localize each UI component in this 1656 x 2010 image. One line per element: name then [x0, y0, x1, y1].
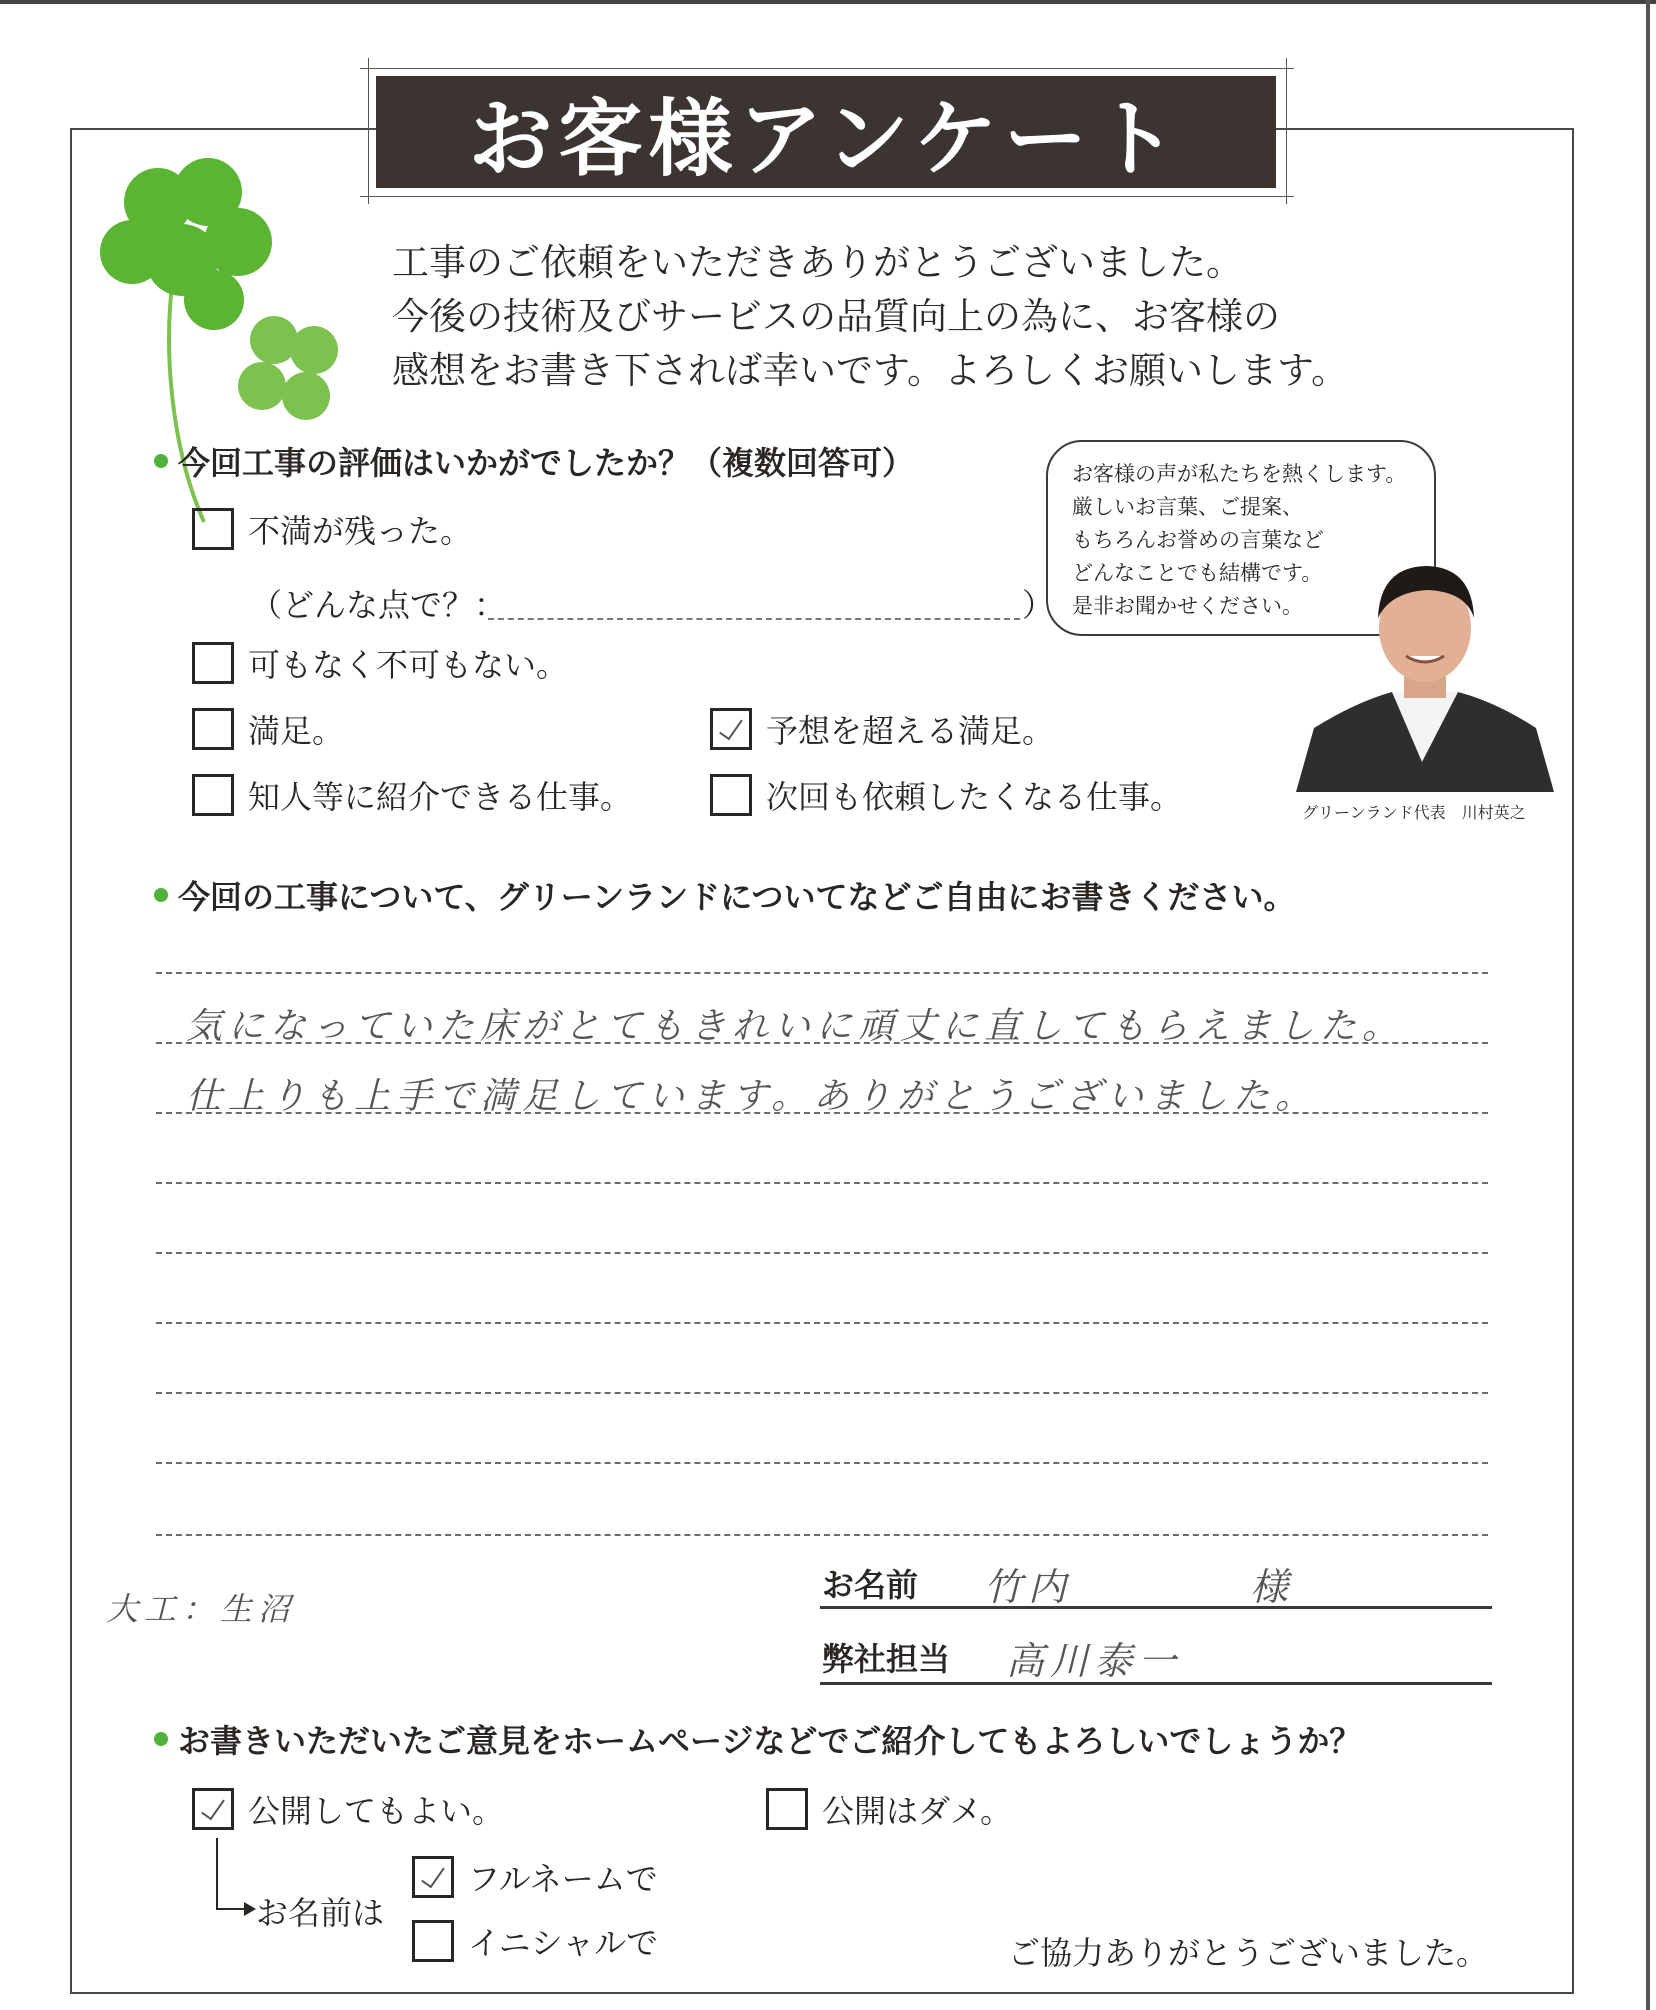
option-label: 公開してもよい。 [248, 1792, 505, 1830]
detail-close: ） [1022, 586, 1055, 624]
name-format-label: お名前は [256, 1894, 385, 1932]
write-line [156, 972, 1488, 974]
checkbox[interactable] [766, 1788, 808, 1830]
option-publish-ok[interactable] [192, 1786, 504, 1832]
write-line [156, 1252, 1488, 1254]
intro-line: 工事のご依頼をいただきありがとうございました。 [392, 241, 1243, 284]
honorific: 様 [1250, 1565, 1295, 1609]
closing-message: ご協力ありがとうございました。 [1008, 1934, 1489, 1972]
option-label: 次回も依頼したくなる仕事。 [766, 778, 1183, 816]
right-edge [1646, 0, 1650, 2010]
q1-heading-text: 今回工事の評価はいかがでしたか？（複数回答可） [178, 444, 915, 482]
arrow-line [216, 1838, 218, 1910]
staff-name[interactable]: 高川泰一 [1006, 1639, 1183, 1683]
arrow-right-icon [244, 1902, 256, 1916]
checkbox[interactable] [192, 642, 234, 684]
checkbox[interactable] [192, 774, 234, 816]
q3-heading [154, 1716, 1361, 1762]
bubble-line: どんなことでも結構です。 [1072, 561, 1323, 585]
checkbox[interactable] [192, 508, 234, 550]
arrow-line [216, 1908, 246, 1910]
bullet-icon [154, 454, 168, 468]
option-label: 予想を超える満足。 [766, 712, 1055, 750]
option-label: 満足。 [248, 712, 345, 750]
write-line [156, 1462, 1488, 1464]
representative-photo [1296, 552, 1554, 792]
checkbox-checked[interactable] [192, 1788, 234, 1830]
top-edge [0, 0, 1656, 4]
write-line [156, 1322, 1488, 1324]
detail-prompt: （どんな点で？： [250, 586, 507, 624]
option-label: イニシャルで [468, 1924, 659, 1962]
q2-heading-text: 今回の工事について、グリーンランドについてなどご自由にお書きください。 [178, 878, 1296, 916]
write-line [156, 1534, 1488, 1536]
checkbox-checked[interactable] [710, 708, 752, 750]
option-label: 公開はダメ。 [822, 1792, 1013, 1830]
staff-label: 弊社担当 [822, 1640, 951, 1678]
option-beyond-expectation[interactable] [710, 706, 1054, 752]
option-dissatisfied[interactable] [192, 506, 472, 552]
bullet-icon [154, 888, 168, 902]
q3-heading-text: お書きいただいたご意見をホームページなどでご紹介してもよろしいでしょうか？ [178, 1722, 1362, 1760]
bullet-icon [154, 1732, 168, 1746]
checkbox[interactable] [412, 1920, 454, 1962]
option-label: 可もなく不可もない。 [248, 646, 569, 684]
option-neutral[interactable] [192, 640, 568, 686]
handwritten-answer-line: 気になっていた床がとてもきれいに頑丈に直してもらえました。 [186, 1006, 1405, 1047]
bubble-line: 是非お聞かせください。 [1072, 594, 1303, 618]
bubble-line: 厳しいお言葉、ご提案、 [1072, 495, 1303, 519]
write-line [156, 1392, 1488, 1394]
detail-input-line[interactable] [488, 618, 1020, 620]
option-initials[interactable] [412, 1918, 658, 1964]
option-label: 知人等に紹介できる仕事。 [248, 778, 633, 816]
name-underline [820, 1606, 1492, 1609]
option-fullname[interactable] [412, 1854, 658, 1900]
staff-underline [820, 1682, 1492, 1685]
option-label: 不満が残った。 [248, 512, 473, 550]
customer-name[interactable]: 竹内 [984, 1565, 1073, 1609]
page-title: お客様アンケート [376, 76, 1276, 188]
name-label: お名前 [822, 1566, 919, 1604]
checkbox[interactable] [710, 774, 752, 816]
checkbox-checked[interactable] [412, 1856, 454, 1898]
intro-text [392, 236, 1492, 398]
write-line [156, 1182, 1488, 1184]
bubble-line: お客様の声が私たちを熱くします。 [1072, 462, 1407, 486]
bubble-line: もちろんお誉めの言葉など [1072, 528, 1324, 552]
portrait-caption: グリーンランド代表 川村英之 [1302, 803, 1526, 822]
option-recommendable[interactable] [192, 772, 632, 818]
option-publish-ng[interactable] [766, 1786, 1012, 1832]
q2-heading [154, 872, 1295, 918]
carpenter-note: 大工：生沼 [106, 1590, 297, 1628]
handwritten-answer-line: 仕上りも上手で満足しています。ありがとうございました。 [186, 1076, 1318, 1117]
option-label: フルネームで [468, 1860, 658, 1898]
checkbox[interactable] [192, 708, 234, 750]
option-request-again[interactable] [710, 772, 1182, 818]
title-banner-area [360, 58, 1294, 204]
intro-line: 今後の技術及びサービスの品質向上の為に、お客様の [392, 295, 1280, 338]
option-satisfied[interactable] [192, 706, 344, 752]
q1-heading [154, 438, 914, 484]
intro-line: 感想をお書き下されば幸いです。よろしくお願いします。 [392, 349, 1349, 392]
